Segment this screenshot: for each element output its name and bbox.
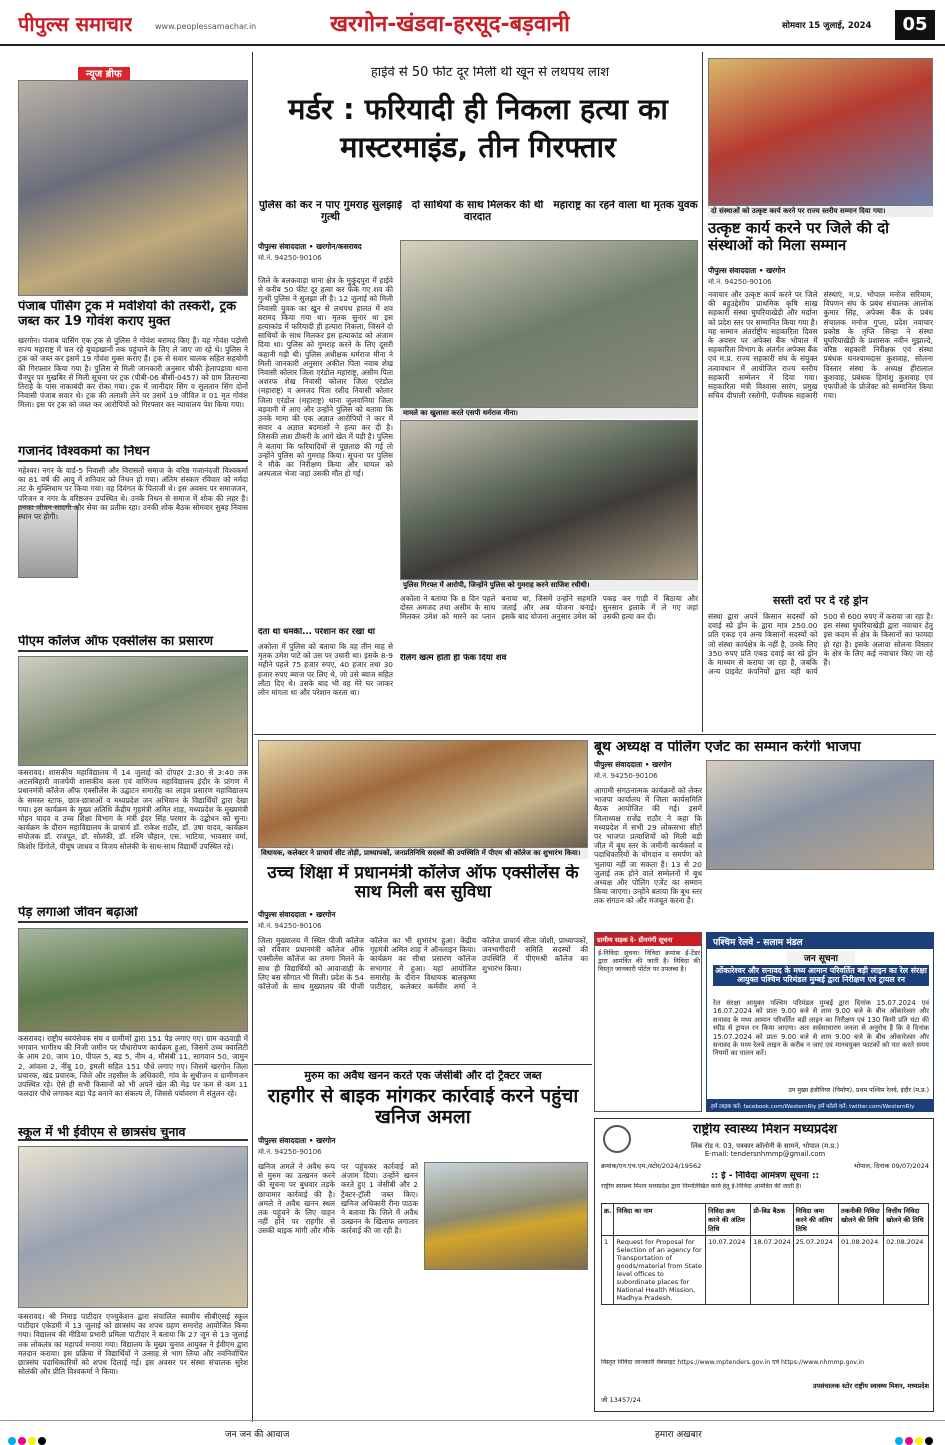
tender-emblem [603, 1125, 631, 1153]
issue-date: सोमवार 15 जुलाई, 2024 [782, 21, 872, 31]
masthead [0, 0, 945, 46]
tender-col-header: वित्तीय निविदा खोलने की तिथि [884, 1204, 929, 1236]
news-brief-label: न्यूज ब्रीफ [78, 67, 130, 81]
footer [0, 1420, 945, 1445]
table-row [602, 1236, 929, 1305]
railway-signature: उप मुख्य इंजीनियर (निर्माण), प्रथम पश्चिम रेलवे, इंदौर (म.प्र.) [788, 1087, 929, 1094]
tender-ref: क्रमांक/एन.एच.एम./स्टोर/2024/19562 [601, 1162, 702, 1170]
college-main-body: जिला मुख्यालय में स्थित पीजी कॉलेज को रविवार प्रधानमंत्री कॉलेज ऑफ एक्सीलेंस कॉलेज का तमगा मिलने के साथ ही विद्यार्थियों को आवाजाही के लिए बस सौगात भी मिली। प्रदेश के 54 कॉलेजों के साथ मुख्यालय की पीजी कॉलेज का भी शुभारंभ हुआ। केंद्रीय गृहमंत्री अमित शाह ने ऑनलाइन किया। कार्यक्रम का सीधा प्रसारण कॉलेज सभागार में हुआ। यहां आयोजित समारोह के दौरान विधायक बालकृष्ण पाटीदार, कलेक्टर कर्मवीर शर्मा ने कॉलेज प्राचार्य सीता जोशी, प्राध्यापकों, जनभागीदारी समिति सदस्यों की उपस्थिति में पीएमश्री कॉलेज का शुभारंभ किया। [258, 936, 588, 992]
truck-photo [18, 80, 248, 296]
lead-sub3: महाराष्ट्र का रहने वाला था मृतक युवक [553, 200, 698, 211]
college-broadcast-body: कसरावद। शासकीय महाविद्यालय में 14 जुलाई को दोपहर 2:30 से 3:40 तक अटलबिहारी वाजपेयी शासकीय कला एवं वाणिज्य महाविद्यालय इंदौर के प्रांगण में प्रधानमंत्री कॉलेज ऑफ एक्सीलेंस के उद्घाटन समारोह का लाइव प्रसारण महाविद्यालय के समस्त स्टाफ, छात्र-छात्राओं व मध्यप्रदेश जन अभियान के विद्यार्थियों द्वारा देखा गया। इस कार्यक्रम के मुख्य अतिथि केंद्रीय गृहमंत्री अमित शाह, मध्यप्रदेश के मुख्यमंत्री मोहन यादव व उच्च शिक्षा विभाग के मंत्री इंदर सिंह परमार के उद्बोधन को सुना। कार्यक्रम के दौरान महाविद्यालय के प्राचार्य डॉ. राकेश राठौर, डॉ. उषा यादव, कार्यक्रम संयोजक डॉ. राजपूत, डॉ. सोलंकी, डॉ. रश्मि चौहान, एस. भाटिया, भावसार वर्मा, किशोर डिंगोले, पीयूष जाधव व विजय सोलंकी के साथ-साथ विद्यार्थी उपस्थित रहे। [18, 768, 248, 851]
mining-mobile: मो.नं. 94250-90106 [258, 1148, 322, 1156]
middle-horizontal-rule [254, 734, 936, 735]
lead-sub1: पुलिस को कर न पाए गुमराह सुलझाई गुत्थी [258, 200, 403, 223]
mining-byline: पीपुल्स संवाददाता • खरगोन [258, 1136, 336, 1145]
tender-website: विस्तृत निविदा जानकारी वेबसाइट https://www.mptenders.gov.in एवं https://www.nhmmp.gov.in [601, 1359, 865, 1366]
lead-sub2: दो साथियों के साथ मिलकर की थी वारदात [411, 200, 544, 223]
footer-right: हमारा अखबार [655, 1430, 702, 1440]
press-conference-caption: मामले का खुलासा करते एसपी धर्मराज मीना। [400, 408, 698, 419]
railway-title: ओंकारेश्वर और सनावद के मध्य आमान परिवर्तित बड़ी लाइन का रेल संरक्षा आयुक्त पश्चिम परिमंडल मुम्बई द्वारा निरीक्षण एवं ट्रायल रन [713, 965, 929, 986]
accused-photo [400, 420, 698, 580]
college-main-byline: पीपुल्स संवाददाता • खरगोन [258, 910, 336, 919]
tender-signature: उपसंचालक स्टोर राष्ट्रीय स्वास्थ्य मिशन, मध्यप्रदेश [812, 1382, 929, 1390]
tender-code: जी 13457/24 [601, 1396, 641, 1404]
tender-table [601, 1203, 929, 1305]
obituary-body: महेश्वर। नगर के वार्ड-5 निवासी और विरासतों समाज के वरिष्ठ गजानंदजी विश्वकर्मा का 81 वर्ष की आयु में शनिवार को निधन हो गया। अंतिम संस्कार रविवार को नर्मदा तट के मुक्तिधाम पर किया गया। वह दिवंगत के पिताजी थे। इस अवसर पर समाजजन, परिजन व नगर के वरिष्ठजन उपस्थित थे। उनके निधन से समाज में शोक की लहर है। उनका जीवन सादगी और सेवा का प्रतीक रहा। उनकी शोक बैठक सोमवार सुबह निवास स्थान पर होगी। [18, 466, 248, 522]
truck-story-body: खरगोन। पंजाब पासिंग एक ट्रक से पुलिस ने गोवंश बरामद किए हैं। यह गोवंश पड़ोसी राज्य महाराष्ट्र में चल रहे बूचड़खानों तक पहुंचाने के लिए ले जाए जा रहे थे। पुलिस ने ट्रक को जब्त कर इसमें 19 गोवंश मुक्त कराए हैं। ट्रक से सवार चालक सहित सहयोगी की गिरफ्तार किया गया है। पुलिस से मिली जानकारी अनुसार चौकी हेलापड़ावा थाना चैनपुर पर मुखबिर से मिली सूचना पर ट्रक (पीबी-06 बीसी-0457) को ग्राम तितरान्या तिराहे के पास नाकाबंदी कर रोका गया। ट्रक में जानीदार सिंग व सुलतान सिंग दोनों निवासी पंजाब सवार थे। ट्रक की तलाशी लेने पर उसमें 19 जीवित व 01 मृत गोवंश मिला। इस पर ट्रक को जब्त कर आरोपियों को गिरफ्तार कर न्यायालय पेश किया गया। [18, 336, 248, 410]
tender-cell: 18.07.2024 [751, 1236, 793, 1305]
tender-cell: Request for Proposal for Selection of an agency for Transportation of goods/material from State level offices to subordinate places for National Health Mission, Madhya Pradesh. [614, 1236, 706, 1305]
drone-sub-head: सस्ती दरों पर दे रहे ड्रोन [773, 595, 868, 607]
mining-body: खनिज अमले ने अवैध रूप से मुरुम का उत्खनन करने की सूचना पर बुधवार तड़के छापामार कार्रवाई की है। अमले ने अवैध खनन स्थल तक पहुंचने के लिए वाहन नहीं होने पर राहगीर से उसकी बाइक मांगी और मौके पर पहुंचकर कार्रवाई को अंजाम दिया। उन्होंने खनन करते हुए 1 जेसीबी और 2 ट्रैक्टर-ट्रॉली जब्त किए। खनिज अधिकारी रीना पाठक ने बताया कि जिले में अवैध उत्खनन के खिलाफ लगातार कार्रवाई की जा रही है। [258, 1162, 418, 1236]
railway-body: रेल संरक्षा आयुक्त पश्चिम परिमंडल मुम्बई द्वारा दिनांक 15.07.2024 एवं 16.07.2024 को प्रातः 9.00 बजे से शाम 9.00 बजे के बीच ओंकारेश्वर और सनावद के मध्य आमान परिवर्तित बड़ी लाइन का निरीक्षण एवं 130 किमी प्रति घंटा की स्पीड से ट्रायल रन किया जाएगा। अतः सर्वसाधारण जनता से अनुरोध है कि वे दिनांक 15.07.2024 को प्रातः 9.00 बजे से शाम 9.00 बजे के बीच ओंकारेश्वर और सनावद के मध्य रेलवे लाइन के करीब न जाएं एवं मानवयुक्त फाटकों को पार करते समय नियमों का पालन करें। [713, 999, 929, 1058]
tender-table-wrap [601, 1203, 929, 1353]
press-conference-photo [400, 240, 698, 408]
tree-story-body: कसरावद। राष्ट्रीय स्वयंसेवक संघ व ग्रामीणों द्वारा 151 पेड़ लगाए गए। ग्राम कठवाड़ी में भगवान भागीरथ की निजी जमीन पर पौधारोपण कार्यक्रम हुआ, जिसमें उच्च क्वालिटी के आम 20, जाम 10, पीपल 5, बड़ 5, नीम 4, मौसंबी 11, सागवान 50, जामुन 2, आंवला 2, नींबू 10, इमली सहित 151 पौधे लगाए गए। जिसमें खरगोन जिला प्रचारक, खंड प्रचारक, जिले और तहसील के अधिकारी, गांव के सुधीजन व ग्रामीणजन उपस्थित रहे। ऐसे ही सभी किसानों को भी अपने खेत की मेढ़ पर कम से कम 11 फलदार पौधे लगाकर बड़ा पेड़ बनाने का संकल्प लें, जिससे पर्यावरण में संतुलन रहे। [18, 1034, 248, 1099]
left-column-divider [252, 52, 253, 1422]
booth-mobile: मो.नं. 94250-90106 [594, 772, 658, 780]
tender-table-header [602, 1204, 929, 1236]
edition-title: खरगोन-खंडवा-हरसूद-बड़वानी [330, 12, 570, 37]
award-caption: दो संस्थाओं को उत्कृष्ट कार्य करने पर राज्य स्तरीय सम्मान दिया गया। [708, 206, 933, 217]
color-marks-left [8, 1430, 48, 1445]
tender-col-header: निविदा जमा करने की अंतिम तिथि [793, 1204, 838, 1236]
college-inauguration-photo [258, 740, 588, 848]
lead-divider [702, 52, 703, 732]
lead-headline: मर्डर : फरियादी ही निकला हत्या का मास्टरमाइंड, तीन गिरफ्तार [288, 92, 668, 164]
lead-byline: पीपुल्स संवाददाता • खरगोन/कसरावद [258, 242, 362, 251]
tree-story-headline: पेड़ लगाओ जीवन बढ़ाओ [18, 906, 248, 923]
mining-top-rule [254, 1064, 592, 1065]
color-marks-right [895, 1430, 935, 1445]
booth-headline: बूथ अध्यक्ष व पोलिंग एजेंट का सम्मान करेगी भाजपा [594, 740, 861, 755]
tender-email: E-mail: tendersnhmmp@gmail.com [704, 1150, 826, 1158]
tender-intro: राष्ट्रीय स्वास्थ्य मिशन मध्यप्रदेश द्वारा निम्नलिखित कार्य हेतु ई-निविदा आमंत्रित की जाती है। [601, 1183, 802, 1190]
tender-heading: :: ई - निविदा आमंत्रण सूचना :: [710, 1171, 820, 1181]
tender-cell: 02.08.2024 [884, 1236, 929, 1305]
award-headline: उत्कृष्ट कार्य करने पर जिले की दो संस्थाओं को मिला सम्मान [708, 220, 890, 254]
tender-col-header: प्री-बिड बैठक [751, 1204, 793, 1236]
lead-sub-head: देता था धमकी... परेशान कर रखा था [258, 628, 375, 637]
site-url: www.peoplessamachar.in [155, 22, 257, 31]
tender-address: लिंक रोड नं. 03, पत्रकार कॉलोनी के सामने, भोपाल (म.प्र.) [690, 1142, 840, 1150]
tender-col-header: निविदा क्रय करने की अंतिम तिथि [706, 1204, 751, 1236]
lead-sub-head2: रैलिंग खत्म होती ही फेंक दिया शव [400, 654, 507, 663]
lead-kicker: हाईवे से 50 फीट दूर मिली थी खून से लथपथ लाश [370, 66, 610, 80]
tender-cell: 01.08.2024 [838, 1236, 883, 1305]
lead-body3: अकोला ने बताया कि 8 दिन पहले दोस्त अमजद तथा असीम के साथ मिलकर उमेश को मारने का प्लान बनाया था, जिसमें उन्होंने सहमति जताई और अब योजना बनाई। इसके बाद योजना अनुसार उमेश को पकड़ कर गाड़ी में बिठाया और सुनसान इलाके में ले गए जहां उसकी हत्या कर दी। [400, 594, 698, 622]
small-notice-title: ग्रामीण सड़क दे- ग्रीनगंगी सूचना [595, 933, 702, 946]
small-notice [594, 932, 702, 1112]
school-election-photo [18, 1146, 248, 1308]
award-mobile: मो.नं. 94250-90106 [708, 278, 772, 286]
news-brief-tag [78, 62, 130, 81]
college-main-mobile: मो.नं. 94250-90106 [258, 922, 322, 930]
page-number: 05 [895, 10, 935, 40]
college-broadcast-photo [18, 656, 248, 766]
tender-cell: 1 [602, 1236, 614, 1305]
tender-col-header: तकनीकी निविदा खोलने की तिथि [838, 1204, 883, 1236]
tender-col-header: क्र. [602, 1204, 614, 1236]
tender-date: भोपाल, दिनांक 09/07/2024 [853, 1162, 929, 1170]
lead-body2: अकोला में पुलिस को बताया कि वह तीन माह से मृतक उमेश पाटे को उस पर उधारी था। इसके 8-9 महीने पहले 75 हजार रुपए, 40 हजार तथा 30 हजार रुपए ब्याज पर लिए थे, जो उसे ब्याज सहित लौटा दिए थे। उसके बाद भी वह मेरे घर जाकर लोन मांगता था और परेशान करता था। [258, 642, 393, 698]
railway-notice [706, 932, 934, 1112]
small-notice-body: ई-निविदा सूचना। निविदा क्रमांक ई-टेंडर द्वारा आमंत्रित की जाती है। निविदा की विस्तृत जानकारी पोर्टल पर उपलब्ध है। [598, 949, 700, 973]
logo: पीपुल्स समाचार [18, 12, 133, 36]
college-main-headline: उच्च शिक्षा में प्रधानमंत्री कॉलेज ऑफ एक्सीलेंस के साथ मिली बस सुविधा [267, 864, 579, 903]
mining-kicker: मुरुम का अवैध खनन करते एक जेसीबी और दो ट्रैक्टर जब्त [304, 1070, 542, 1082]
mining-headline: राहगीर से बाइक मांगकर कार्रवाई करने पहुंचा खनिज अमला [267, 1086, 579, 1129]
lead-mobile: मो.नं. 94250-90106 [258, 254, 322, 262]
school-story-headline: स्कूल में भी ईवीएम से छात्रसंघ चुनाव [18, 1125, 248, 1141]
jcb-photo [424, 1162, 588, 1270]
college-inauguration-caption: विधायक, कलेक्टर ने प्राचार्य सीट तोड़ी, प्राध्यापकों, जनप्रतिनिधि सदस्यों की उपस्थिति में पीएम श्री कॉलेज का शुभारंभ किया। [258, 848, 588, 859]
booth-byline: पीपुल्स संवाददाता • खरगोन [594, 760, 672, 769]
lead-body: जिले के बलकवाड़ा थाना क्षेत्र के मुकुंदपुरा में हाईवे से करीब 50 फीट दूर हत्या कर फेंके गए शव की गुत्थी पुलिस ने सुलझा ली है। 12 जुलाई को मिली निवासी युवक का खून से लथपथ हालत में शव बरामद किया गया था। मृतक सुनार था इस हत्याकांड में फरियादी ही हत्यारा निकला, जिसने दो साथियों के साथ मिलकर इस हत्याकांड को अंजाम दिया था। पुलिस को गुमराह करने के लिए दूसरी कहानी गढ़ी थी। पुलिस अधीक्षक धर्मराज मीना ने मिली जानकारी अनुसार अकील पिता नवाब शेख निवासी कोलार जिला एरंडोल महाराष्ट्र, असीम पिता अशरफ शेख निवासी कोलार जिला एरंडोल (महाराष्ट्र) व अमजद पिता रशीद निवासी कोलार जिला एरंडोल (महाराष्ट्र) थाना जुलवानिया जिला बड़वानी में आए और उन्होंने पुलिस को बताया कि उनके मामा की एक अज्ञात आरोपियों ने कार में सवार 4 अज्ञात बदमाशों ने हत्या कर दी है। जिसकी लाश ठीकरी के आगे खेत में पड़ी है। पुलिस ने बताया कि फरियादियों से पूछताछ की गई तो उन्होंने पुलिस को गुमराह किया। सूचना पर पुलिस ने मौके का निरीक्षण किया और घायल को अस्पताल भेजा जहां उसकी मौत हो गई। [258, 276, 393, 479]
truck-story-headline: पंजाब पॉसिंग ट्रक में मवेशियों की तस्करी, ट्रक जब्त कर 19 गोवंश कराए मुक्त [18, 300, 237, 329]
tree-planting-photo [18, 928, 248, 1032]
drone-body: संस्था द्वारा अपने किसान सदस्यों को दवाई स्प्रे ड्रोन के द्वारा मात्र 250.00 प्रति एकड़ एवं अन्य किसानों सदस्यों को जो संस्था कार्यक्षेत्र के नहीं है, उनके लिए 350 रुपए प्रति एकड़ दवाई का स्प्रे ड्रोन के माध्यम से कराया जा रहा है, जबकि अन्य प्राइवेट कंपनियों द्वारा यही कार्य 500 से 600 रुपए में कराया जा रहा है। इस संस्था घुघरियाखेड़ी द्वारा नवाचार हेतु इस कदम से क्षेत्र के किसानों का फायदा हो रहा है। इसके अलावा सोलना विस्तार के क्षेत्र के लिए कई नवाचार किए जा रहे हैं। [708, 612, 933, 677]
railway-footer: हमें लाइक करें: facebook.com/WesternRly हमें फॉलो करें: twitter.com/WesternRly [707, 1099, 934, 1112]
bjp-meeting-photo [706, 760, 934, 870]
college-broadcast-headline: पीएम कॉलेज ऑफ एक्सीलेंस का प्रसारण [18, 635, 248, 652]
school-story-body: कसरावद। श्री निमाड़ पाटीदार एज्युकेशन द्वारा संचालित स्वामीय सीबीएसई स्कूल पाटीदार एकेडमी में 13 जुलाई को छात्रसंघ का शपथ ग्रहण समारोह आयोजित किया गया। विद्यालय की मीडिया प्रभारी प्रमिला पाटीदार ने बताया कि 27 जून से 13 जुलाई तक लोकतंत्र का महापर्व मनाया गया। विद्यालय के मुख्य चुनाव आयुक्त ने ईवीएम द्वारा मतदान कराया। इस प्रक्रिया में विद्यार्थियों ने उत्साह से भाग लिया और नवनिर्वाचित छात्रसंघ पदाधिकारियों को शपथ दिलाई गई। इस अवसर पर संस्था संचालक सुरेश सोलंकी और प्रीति विश्वकर्मा ने किया। [18, 1312, 248, 1377]
award-photo [708, 58, 933, 206]
tender-cell: 25.07.2024 [793, 1236, 838, 1305]
accused-caption: पुलिस गिरफ्त में आरोपी, जिन्होंने पुलिस को गुमराह करने साजिश रचीथी। [400, 580, 698, 591]
footer-left: जन जन की आवाज [225, 1430, 290, 1440]
tender-notice [594, 1118, 934, 1412]
booth-body: आगामी संगठनात्मक कार्यक्रमों को लेकर भाजपा कार्यालय में जिला कार्यसमिति बैठक आयोजित की गई। इसमें जिलाध्यक्ष राजेंद्र राठौर ने कहा कि मध्यप्रदेश में सभी 29 लोकसभा सीटों पर भाजपा प्रत्याशियों को मिली बड़ी जीत में बूथ स्तर के जमीनी कार्यकर्ता व पदाधिकारियों के योगदान व समर्पण को भुलाया नहीं जा सकता है। 13 से 20 जुलाई तक होने वाले सम्मेलनों में बूथ अध्यक्ष और पोलिंग एजेंट का सम्मान किया जाएगा। उन्होंने बताया कि बूथ स्तर तक संगठन को और मजबूत करना है। [594, 786, 702, 906]
award-body: नवाचार और उत्कृष्ट कार्य करने पर जिले की बहुउद्देशीय प्राथमिक कृषि साख सहकारी संस्था घुघरियाखेड़ी और मर्दाना को प्रदेश स्तर पर सम्मानित किया गया है। यह सम्मान अंतर्राष्ट्रीय सहकारिता दिवस के अवसर पर अपेक्स बैंक भोपाल में सहकारिता विभाग के अंतर्गत अपेक्स बैंक एवं म.प्र. राज्य सहकारी संघ के संयुक्त तत्वावधान में आयोजित राज्य स्तरीय सहकारी सम्मेलन में दिया गया। सहकारिता मंत्री विश्वास सारंग, प्रमुख सचिव दीपाली रस्तोगी, पंजीयक सहकारी संस्थाएं, म.प्र. भोपाल मनोज सरियाम, विपणन संघ के प्रबंध संचालक आलोक कुमार सिंह, अपेक्स बैंक के प्रबंध संचालक मनोज गुप्ता, प्रदेश नवाचार प्रकोष्ठ के तृप्ति सिन्हा ने संस्था घुघरियाखेड़ी के प्रशासक नवीन मुझाल्दे, वरिष्ठ सहकारी निरीक्षक एवं संस्था प्रबंधक घनश्यामदास कुशवाह, सोलना विस्तार संस्था के अध्यक्ष हीरालाल कुशवाह, प्रबंधक हिमांशु कुशवाह एवं एफपीओ के प्रोजेक्ट को सम्मानित किया गया। [708, 290, 933, 401]
railway-header: पश्चिम रेलवे - सलाम मंडल [707, 933, 934, 949]
tender-cell: 10.07.2024 [706, 1236, 751, 1305]
tender-col-header: निविदा का नाम [614, 1204, 706, 1236]
railway-sub: जन सूचना [787, 951, 855, 964]
award-byline: पीपुल्स संवाददाता • खरगोन [708, 266, 786, 275]
tender-title: राष्ट्रीय स्वास्थ्य मिशन मध्यप्रदेश [692, 1123, 838, 1137]
obituary-headline: गजानंद विश्वकर्मा का निधन [18, 445, 248, 462]
